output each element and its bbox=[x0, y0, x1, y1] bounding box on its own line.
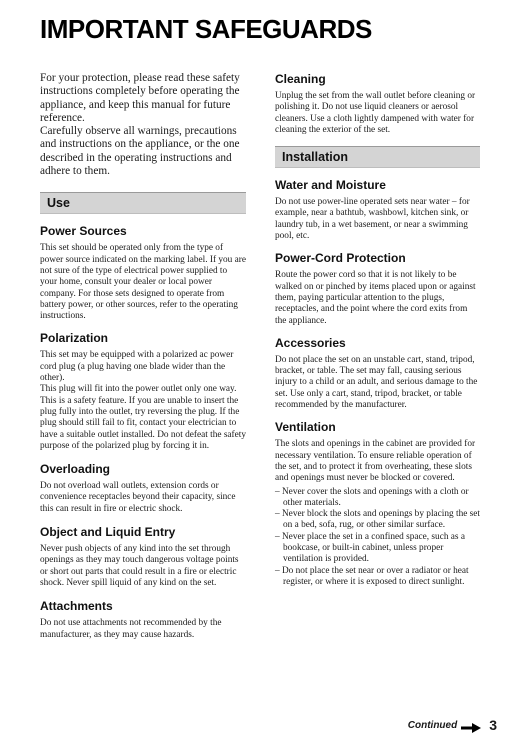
text-accessories: Do not place the set on an unstable cart, stand, tripod, bracket, or table. The set may fall, causing serious injury to a child or an adult, and serious damage to the set. Use only a cart, stand, tripod, bracket, or table recommended by the manufacturer. bbox=[275, 354, 478, 411]
text-polarization-1: This set may be equipped with a polarized ac power cord plug (a plug having one blade wider than the other). bbox=[40, 350, 234, 384]
text-ventilation: The slots and openings in the cabinet are provided for necessary ventilation. To ensure reliable operation of the set, and to protect it from overheating, these slots and openings must never be blocked or covered. bbox=[275, 439, 476, 484]
list-item: – Never place the set in a confined space, such as a bookcase, or built-in cabinet, unless proper ventilation is provided. bbox=[275, 531, 465, 565]
heading-attachments: Attachments bbox=[40, 599, 113, 614]
text-polarization-2: This plug will fit into the power outlet only one way. This is a safety feature. If you are unable to insert the plug fully into the outlet, try reversing the plug. If the plug should still fail to fit, contact your electrician to have a suitable outlet installed. Do not defeat the safety purpose of the polarized plug by forcing it in. bbox=[40, 384, 247, 451]
text-power-sources: This set should be operated only from the type of power source indicated on the marking label. If you are not sure of the type of electrical power supplied to your home, consult your dealer or local power company. For those sets designed to operate from battery power, or other sources, refer to the operating instructions. bbox=[40, 243, 247, 322]
page-number: 3 bbox=[489, 717, 497, 733]
list-item: – Do not place the set near or over a radiator or heat register, or where it is exposed to direct sunlight. bbox=[275, 565, 469, 587]
text-water-moisture: Do not use power-line operated sets near water – for example, near a bathtub, washbowl, kitchen sink, or laundry tub, in a wet basement, or near a swimming pool, etc. bbox=[275, 197, 470, 242]
right-column bbox=[275, 72, 480, 588]
heading-water-moisture: Water and Moisture bbox=[275, 178, 386, 193]
text-cleaning: Unplug the set from the wall outlet before cleaning or polishing it. Do not use liquid cleaners or aerosol cleaners. Use a cloth lightly dampened with water for cleaning the exterior of the set. bbox=[275, 91, 476, 135]
text-overloading: Do not overload wall outlets, extension cords or convenience receptacles beyond their capacity, since this can result in fire or electric shock. bbox=[40, 481, 236, 514]
list-item: – Never block the slots and openings by placing the set on a bed, sofa, rug, or other similar surface. bbox=[275, 509, 481, 531]
text-object-liquid-entry: Never push objects of any kind into the set through openings as they may touch dangerous voltage points or short out parts that could result in a fire or electric shock. Never spill liquid of any kind on the set. bbox=[40, 544, 239, 588]
heading-power-sources: Power Sources bbox=[40, 224, 127, 239]
heading-ventilation: Ventilation bbox=[275, 420, 336, 435]
right-arrow-icon bbox=[461, 720, 481, 730]
heading-power-cord-protection: Power-Cord Protection bbox=[275, 251, 406, 266]
heading-polarization: Polarization bbox=[40, 331, 109, 346]
ventilation-list bbox=[275, 487, 480, 589]
text-attachments: Do not use attachments not recommended by the manufacturer, as they may cause hazards. bbox=[40, 618, 222, 640]
continued-label: Continued bbox=[407, 719, 458, 731]
heading-accessories: Accessories bbox=[275, 335, 346, 350]
page-title: IMPORTANT SAFEGUARDS bbox=[40, 14, 372, 44]
continued-footer bbox=[408, 717, 497, 733]
intro-paragraph-1: For your protection, please read these safety instructions completely before operating the appliance, and keep this manual for future reference. bbox=[40, 72, 240, 124]
heading-overloading: Overloading bbox=[40, 462, 111, 477]
section-bar-use: Use bbox=[40, 192, 246, 214]
heading-cleaning: Cleaning bbox=[275, 72, 326, 86]
intro-paragraph-2: Carefully observe all warnings, precautions and instructions on the appliance, or the one described in the operating instructions and adhere to them. bbox=[40, 125, 240, 178]
heading-object-liquid-entry: Object and Liquid Entry bbox=[40, 525, 176, 540]
list-item: – Never cover the slots and openings with a cloth or other materials. bbox=[275, 486, 469, 508]
text-power-cord-protection: Route the power cord so that it is not likely to be walked on or pinched by items placed upon or against them, paying particular attention to the plugs, receptacles, and the point where the cord exits from the appliance. bbox=[275, 270, 476, 326]
left-column bbox=[40, 72, 246, 641]
section-bar-installation: Installation bbox=[275, 146, 480, 168]
